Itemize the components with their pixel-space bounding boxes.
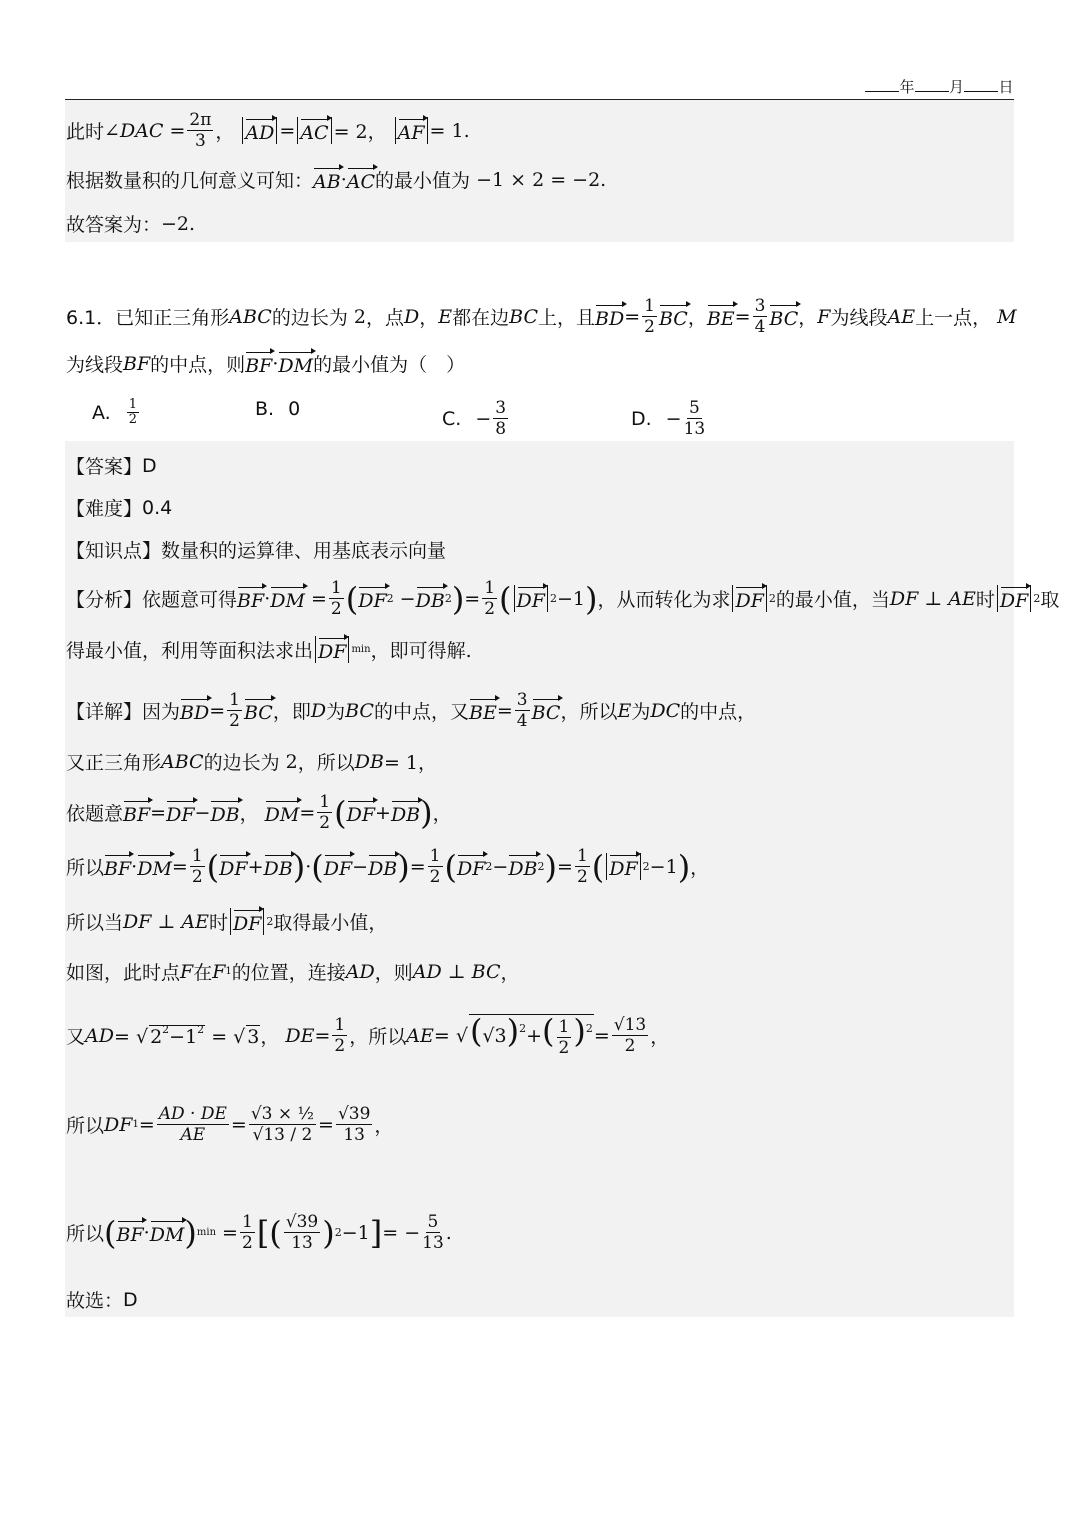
detail-line-8: 所以 DF 1 = $\frac{AD \cdot DE}{AE}$ = $\frac{\text{√3 × ½}}{√13 / 2}$ = $\frac{√39}{13}$ ， bbox=[66, 1104, 394, 1145]
analysis-line-2: 得最小值，利用等面积法求出 DF min ，即可得解. bbox=[66, 636, 472, 663]
day-label: 日 bbox=[998, 78, 1014, 96]
option-a[interactable]: A. $\frac{1}{2}$ bbox=[92, 397, 137, 427]
month-label: 月 bbox=[948, 78, 965, 96]
prev-line-1: 此时 ∠DAC = $\frac{2\pi}{3}$ ， AD = AC = 2， AF = 1. bbox=[66, 110, 470, 151]
detail-line-1: 【详解】 因为 BD = $\frac{1}{2}$ BC ，即 D 为 BC 的中点，又 BE = $\frac{3}{4}$ BC ，所以 E 为 DC 的中点， bbox=[66, 690, 757, 731]
option-d[interactable]: D. − $\frac{5}{13}$ bbox=[631, 398, 706, 439]
question-line-2: 为线段 BF 的中点，则 BF · DM 的最小值为（ ） bbox=[66, 350, 465, 377]
answer-line: 【答案】 D bbox=[66, 454, 157, 478]
option-c[interactable]: C. − $\frac{3}{8}$ bbox=[442, 398, 507, 439]
detail-line-5: 所以当 DF ⊥ AE 时 DF 2 取得最小值， bbox=[66, 908, 387, 935]
year-label: 年 bbox=[899, 78, 915, 96]
date-header bbox=[865, 76, 1014, 97]
detail-line-3: 依题意 BF = DF − DB ， DM = $\frac{1}{2}$ ( DF + DB ) ， bbox=[66, 792, 452, 833]
prev-line-2: 根据数量积的几何意义可知： AB · AC 的最小值为 −1 × 2 = −2. bbox=[66, 166, 606, 193]
question-line-1: 6.1． 已知正三角形 ABC 的边长为 2 ，点 D ， E 都在边 BC 上，且 BD = $\frac{1}{2}$ BC ， BE = $\frac{3}{4}$ BC ， F 为线段 AE 上一点， M bbox=[66, 296, 1017, 337]
detail-line-7: 又 AD = √ $2^2-1^2$ = √ 3， DE = $\frac{1}{2}$ ，所以 AE = √ $(√3)^2+$( $\frac{1}{2}$ )$^2$ = $\frac{√13}{2}$ ， bbox=[66, 1012, 670, 1058]
detail-line-4: 所以 BF · DM = $\frac{1}{2}$ ( DF + DB ) · ( DF − DB ) = $\frac{1}{2}$ ( DF 2 − DB 2 ) = $\frac{1}{2}$ ( DF 2 −1 ) ， bbox=[66, 846, 710, 887]
prev-line-3: 故答案为： −2. bbox=[66, 212, 196, 236]
detail-line-2: 又正三角形 ABC 的边长为 2 ，所以 DB = 1， bbox=[66, 750, 438, 774]
knowledge-line: 【知识点】 数量积的运算律、用基底表示向量 bbox=[66, 540, 447, 562]
analysis-line-1: 【分析】 依题意可得 BF · DM = $\frac{1}{2}$ ( DF 2 − DB 2 ) = $\frac{1}{2}$ ( DF 2 −1 ) ，从而转化为求 DF 2 的最小值，当 DF ⊥ AE 时 DF 2 取 bbox=[66, 578, 1060, 619]
option-b[interactable]: B. 0 bbox=[255, 398, 301, 420]
final-choice-line: 故选： D bbox=[66, 1288, 138, 1312]
difficulty-line: 【难度】 0.4 bbox=[66, 496, 173, 520]
detail-line-6: 如图，此时点 F 在 F 1 的位置，连接 AD ，则 AD ⊥ BC ， bbox=[66, 960, 520, 984]
detail-line-9: 所以 ( BF · DM ) min = $\frac{1}{2}$ [ ( $\frac{√39}{13}$ ) 2 −1 ] = − $\frac{5}{13}$ . bbox=[66, 1212, 452, 1253]
